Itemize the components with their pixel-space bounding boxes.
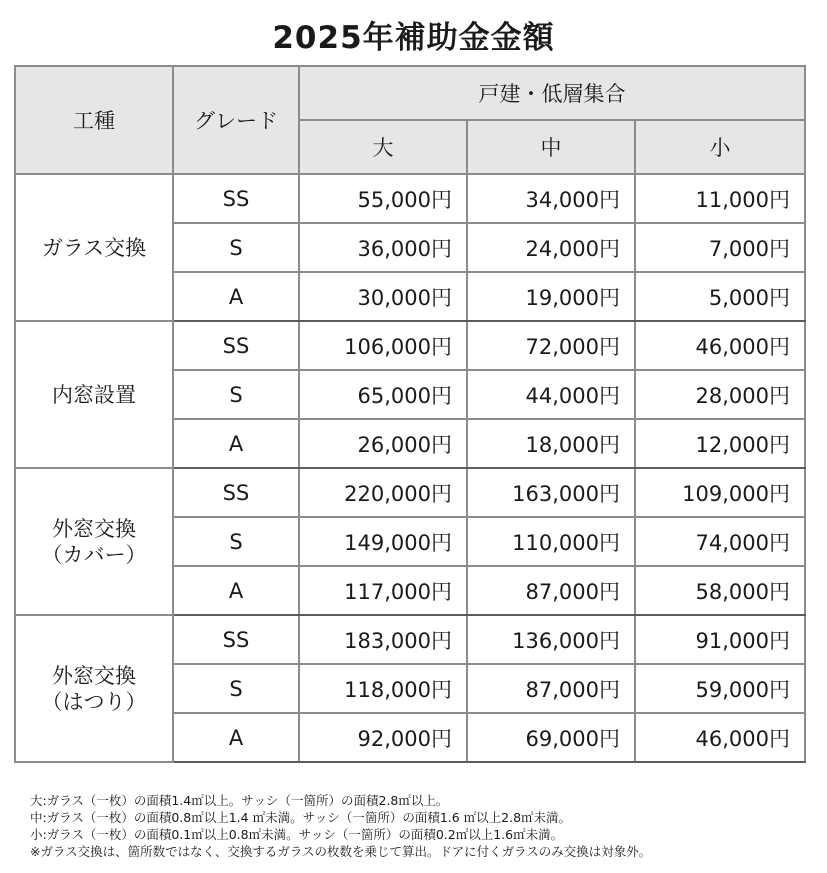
header-size-large: 大 (299, 120, 467, 174)
amount-cell: 87,000円 (467, 566, 635, 615)
grade-cell: A (173, 566, 299, 615)
amount-cell: 183,000円 (299, 615, 467, 664)
amount-cell: 65,000円 (299, 370, 467, 419)
amount-cell: 59,000円 (635, 664, 805, 713)
footnotes (30, 792, 651, 860)
work-type-label: 外窓交換 (52, 663, 136, 688)
amount-cell: 19,000円 (467, 272, 635, 321)
amount-cell: 87,000円 (467, 664, 635, 713)
header-grade: グレード (173, 66, 299, 174)
amount-cell: 91,000円 (635, 615, 805, 664)
grade-cell: A (173, 272, 299, 321)
amount-cell: 149,000円 (299, 517, 467, 566)
grade-cell: SS (173, 174, 299, 223)
amount-cell: 106,000円 (299, 321, 467, 370)
amount-cell: 44,000円 (467, 370, 635, 419)
work-type-cell (15, 615, 173, 762)
work-type-cell (15, 174, 173, 321)
amount-cell: 163,000円 (467, 468, 635, 517)
amount-cell: 12,000円 (635, 419, 805, 468)
amount-cell: 30,000円 (299, 272, 467, 321)
amount-cell: 7,000円 (635, 223, 805, 272)
subsidy-table (14, 65, 806, 763)
amount-cell: 110,000円 (467, 517, 635, 566)
amount-cell: 26,000円 (299, 419, 467, 468)
table-row (15, 468, 805, 517)
work-type-label: 内窓設置 (52, 382, 136, 407)
table-row (15, 615, 805, 664)
table-body (15, 174, 805, 762)
amount-cell: 74,000円 (635, 517, 805, 566)
amount-cell: 118,000円 (299, 664, 467, 713)
grade-cell: S (173, 370, 299, 419)
work-type-label: （カバー） (41, 542, 147, 567)
header-size-small: 小 (635, 120, 805, 174)
amount-cell: 58,000円 (635, 566, 805, 615)
work-type-label: ガラス交換 (41, 235, 147, 260)
note-small: 小:ガラス（一枚）の面積0.1㎡以上0.8㎡未満。サッシ（一箇所）の面積0.2㎡以上1.6㎡未満。 (30, 827, 564, 842)
amount-cell: 11,000円 (635, 174, 805, 223)
grade-cell: SS (173, 615, 299, 664)
grade-cell: S (173, 517, 299, 566)
work-type-cell (15, 468, 173, 615)
amount-cell: 36,000円 (299, 223, 467, 272)
header-group: 戸建・低層集合 (299, 66, 805, 120)
grade-cell: SS (173, 468, 299, 517)
amount-cell: 92,000円 (299, 713, 467, 762)
table-row (15, 174, 805, 223)
grade-cell: SS (173, 321, 299, 370)
amount-cell: 136,000円 (467, 615, 635, 664)
amount-cell: 34,000円 (467, 174, 635, 223)
amount-cell: 55,000円 (299, 174, 467, 223)
grade-cell: S (173, 223, 299, 272)
grade-cell: S (173, 664, 299, 713)
amount-cell: 220,000円 (299, 468, 467, 517)
grade-cell: A (173, 419, 299, 468)
work-type-cell (15, 321, 173, 468)
note-large: 大:ガラス（一枚）の面積1.4㎡以上。サッシ（一箇所）の面積2.8㎡以上。 (30, 793, 449, 808)
work-type-label: （はつり） (41, 689, 147, 714)
header-work-type: 工種 (15, 66, 173, 174)
amount-cell: 109,000円 (635, 468, 805, 517)
note-medium: 中:ガラス（一枚）の面積0.8㎡以上1.4 ㎡未満。サッシ（一箇所）の面積1.6 ㎡以上2.8㎡未満。 (30, 810, 572, 825)
amount-cell: 28,000円 (635, 370, 805, 419)
grade-cell: A (173, 713, 299, 762)
amount-cell: 46,000円 (635, 713, 805, 762)
page-title: 2025年補助金金額 (272, 20, 555, 56)
amount-cell: 5,000円 (635, 272, 805, 321)
amount-cell: 46,000円 (635, 321, 805, 370)
header-size-medium: 中 (467, 120, 635, 174)
amount-cell: 24,000円 (467, 223, 635, 272)
table-row (15, 321, 805, 370)
amount-cell: 18,000円 (467, 419, 635, 468)
note-glass: ※ガラス交換は、箇所数ではなく、交換するガラスの枚数を乗じて算出。ドアに付くガラスのみ交換は対象外。 (30, 844, 652, 859)
amount-cell: 69,000円 (467, 713, 635, 762)
amount-cell: 117,000円 (299, 566, 467, 615)
amount-cell: 72,000円 (467, 321, 635, 370)
work-type-label: 外窓交換 (52, 516, 136, 541)
